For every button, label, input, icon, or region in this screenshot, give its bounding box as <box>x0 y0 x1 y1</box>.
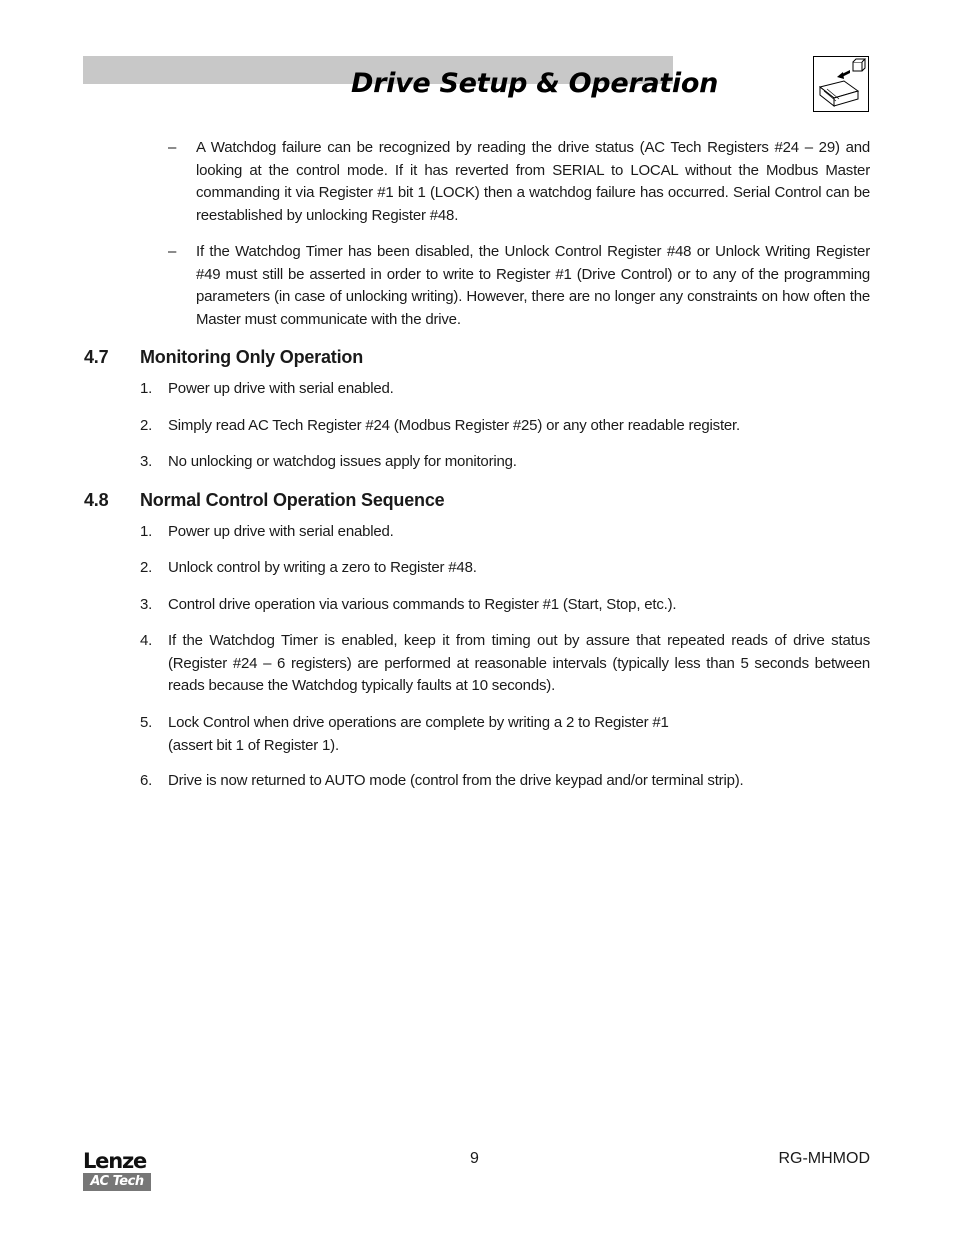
list-item-text: Power up drive with serial enabled. <box>168 380 394 397</box>
section-number: 4.7 <box>84 347 109 367</box>
list-item-number: 2. <box>140 417 153 434</box>
list-item-text: No unlocking or watchdog issues apply for monitoring. <box>168 453 517 470</box>
list-item-number: 4. <box>140 632 153 649</box>
bullet-item-watchdog-disabled <box>168 241 870 331</box>
lenze-actech-logo <box>83 1150 151 1191</box>
bullet-dash: – <box>168 243 177 260</box>
section-title: Normal Control Operation Sequence <box>140 490 445 510</box>
document-id: RG-MHMOD <box>778 1150 870 1167</box>
list-item-number: 5. <box>140 714 153 731</box>
list-item-text-line: Lock Control when drive operations are complete by writing a 2 to Register #1 <box>168 714 669 731</box>
list-item <box>140 415 870 438</box>
list-item-text: Power up drive with serial enabled. <box>168 523 394 540</box>
list-item-text: Simply read AC Tech Register #24 (Modbus Register #25) or any other readable register. <box>168 417 740 434</box>
list-item <box>140 712 870 757</box>
list-item <box>140 557 870 580</box>
page-title: Drive Setup & Operation <box>351 68 719 99</box>
list-item-text <box>168 712 870 757</box>
list-item <box>140 770 870 793</box>
logo-secondary-text: AC Tech <box>83 1173 151 1191</box>
section-heading-4-7 <box>84 347 363 368</box>
list-item <box>140 451 870 474</box>
list-item-number: 1. <box>140 380 153 397</box>
list-item-text: If the Watchdog Timer is enabled, keep it from timing out by assure that repeated reads of drive status (Register #24 – 6 registers) are performed at reasonable intervals (typically less than 5 seconds between reads because the Watchdog typically faults at 10 seconds). <box>168 632 870 694</box>
list-item-number: 2. <box>140 559 153 576</box>
list-item-text: Drive is now returned to AUTO mode (control from the drive keypad and/or terminal strip). <box>168 772 744 789</box>
list-item-text: Unlock control by writing a zero to Register #48. <box>168 559 477 576</box>
page-number: 9 <box>470 1150 479 1167</box>
list-item <box>140 630 870 698</box>
bullet-text: A Watchdog failure can be recognized by reading the drive status (AC Tech Registers #24 – 29) and looking at the control mode. If it has reverted from SERIAL to LOCAL without the Modbus Master commanding it via Register #1 bit 1 (LOCK) then a watchdog failure has occurred. Serial Control can be reestablished by unlocking Register #48. <box>196 139 870 224</box>
list-item-number: 3. <box>140 453 153 470</box>
section-title: Monitoring Only Operation <box>140 347 363 367</box>
section-heading-4-8 <box>84 490 444 511</box>
bullet-dash: – <box>168 139 177 156</box>
list-item-number: 3. <box>140 596 153 613</box>
list-item-number: 1. <box>140 523 153 540</box>
list-item <box>140 521 870 544</box>
logo-primary-text: Lenze <box>83 1149 147 1173</box>
list-item-text-line: (assert bit 1 of Register 1). <box>168 736 339 754</box>
bullet-text: If the Watchdog Timer has been disabled, the Unlock Control Register #48 or Unlock Writing Register #49 must still be asserted in order to write to Register #1 (Drive Control) or to any of the programming parameters (in case of unlocking writing). However, there are no longer any constraints on how often the Master must communicate with the drive. <box>196 243 870 328</box>
bullet-item-watchdog-failure <box>168 137 870 227</box>
drive-module-icon <box>813 56 869 112</box>
list-item <box>140 594 870 617</box>
list-item-number: 6. <box>140 772 153 789</box>
list-item <box>140 378 870 401</box>
section-number: 4.8 <box>84 490 109 510</box>
list-item-text: Control drive operation via various commands to Register #1 (Start, Stop, etc.). <box>168 596 677 613</box>
